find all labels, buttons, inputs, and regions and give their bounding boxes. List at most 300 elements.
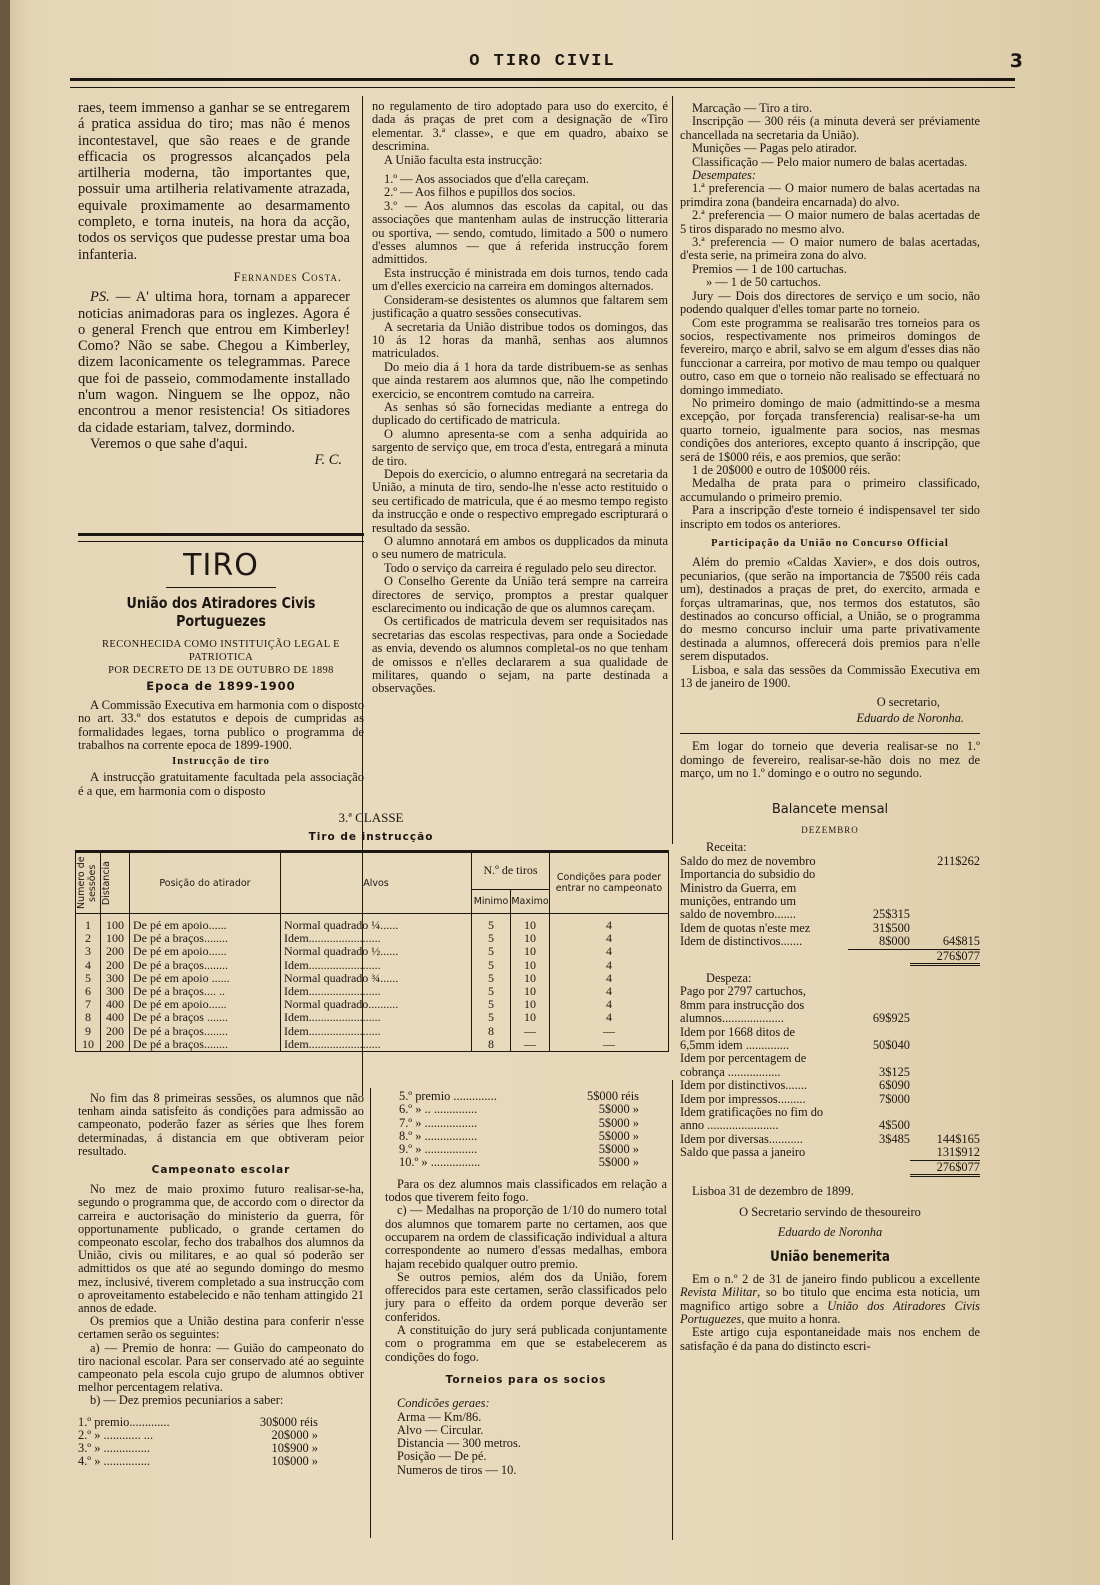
balance-amount: 7$000 [879,1091,910,1106]
balance-amount [848,855,910,868]
table-cell: 10 [511,945,550,958]
col3-pr1: Premios — 1 de 100 cartuchas. [692,261,847,276]
balance-total [910,1052,980,1065]
balance-desc [680,950,848,966]
newspaper-title: O TIRO CIVIL [469,52,616,71]
balance-row [680,1066,980,1079]
col3-d1: 1.ª preferencia — O maior numero de balas acertadas na primdira zona (bandeira encarnada) do alvo. [680,181,980,209]
balance-total [910,882,980,895]
balance-title: Balancete mensal [771,801,889,817]
balance-total [910,1079,980,1092]
balance-total: 276$077 [910,1161,980,1177]
balance-total [910,1066,980,1079]
balance-desc: Saldo que passa a janeiro [680,1145,806,1160]
table-cell: Normal quadrado.......... [281,998,472,1011]
prize-label: 3.º » ............... [78,1441,150,1456]
cond-4: Posição — De pé. [397,1449,487,1464]
table-cell: 10 [511,914,550,933]
balance-amount: 4$500 [879,1118,910,1133]
balance-total [910,1026,980,1039]
table-cell: 4 [606,997,612,1012]
season-label: Epoca de 1899-1900 [146,679,296,693]
article-column-1 [78,100,350,469]
balance-desc: Idem por diversas........... [680,1131,803,1146]
prize-row [399,1090,639,1103]
receita-label: Receita: [706,840,747,855]
balance-amount [848,999,910,1012]
balance-amount [848,985,910,998]
table-cell: 10 [511,959,550,972]
prize-row [399,1130,639,1143]
balance-row [680,1026,980,1039]
tiro-intro: A Commissão Executiva em harmonia com o disposto no art. 33.º dos estatutos e depois de cumpridas as formalidades legaes, torna publico o programma de trabalhos na corrente epoca de 1899-1900. [78,698,364,752]
prize-value: 5$000 » [598,1128,639,1143]
table-cell: De pé em apoio...... [130,998,281,1011]
balance-total [910,1119,980,1132]
recognition-line-1: RECONHECIDA COMO INSTITUIÇÃO LEGAL E PATRIOTICA [102,639,340,663]
cond-2: Alvo — Circular. [397,1422,484,1437]
prize-value: 5$000 » [598,1115,639,1130]
signature-costa: Fernandes Costa. [233,269,342,284]
table-cell: 4 [76,959,101,972]
cond-1: Arma — Km/86. [397,1409,482,1424]
balance-amount [848,950,910,966]
col3-p8: Em logar do torneio que deveria realisar-se no 1.º domingo de fevereiro, realisar-se-hão dois no mez de março, um no 1.º domingo e o outro no segundo. [680,739,980,781]
balance-total: 64$815 [910,935,980,949]
prize-label: 4.º » ............... [78,1454,150,1469]
table-cell: 8 [76,1011,101,1024]
table-cell: 4 [606,931,612,946]
table-cell: 2 [76,932,101,945]
lower-column-1 [78,1092,364,1468]
balance-row [680,1093,980,1106]
balance-desc: anno ....................... [680,1118,779,1133]
title-rule [166,587,276,588]
table-cell: — [603,1036,615,1051]
table-cell: Normal quadrado ¾...... [281,972,472,985]
balance-row [680,1012,980,1025]
table-cell: 5 [472,932,511,945]
balance-total [910,985,980,998]
ub-revista: Revista Militar [680,1285,758,1300]
col3-p2: No primeiro domingo de maio (admittindo-se a mesma excepção, por forçada transferencia) realisar-se-ha um quarto torneio, igualmente para socios, nas mesmas condições dos anteriores, excepto quanto á inscripção, que será de 1$000 réis, e aos premios, que serão: [680,395,980,464]
balance-amount: 6$090 [879,1078,910,1093]
balance-total [910,895,980,908]
col2-l2: 2.º — Aos filhos e pupillos dos socios. [384,185,576,200]
lower1-p5: b) — Dez premios pecuniarios a saber: [90,1393,284,1408]
classe-table-body [76,914,668,1052]
table-cell: 200 [101,945,130,958]
col2-p8: O alumno apresenta-se com a senha adquirida ao sargento de serviço que, em troca d'esta, entregará a minuta de tiro. [372,426,668,468]
balance-total [910,868,980,881]
signature-fc: F. C. [314,452,342,469]
column-divider-2 [672,96,673,844]
col3-pr2: » — 1 de 50 cartuchos. [706,275,821,290]
lower1-p1: No fim das 8 primeiras sessões, os alumnos que não tenham ainda satisfeito ás condições para admissão ao campeonato, poderão fazer as séries que lhes forem determinadas, á distancia em que obtiveram peior resultado. [78,1091,364,1158]
classe-subtitle: Tiro de instrucção [308,831,434,843]
balance-desc: munições, entrando um [680,893,796,908]
balance-desc: saldo de novembro....... [680,907,796,922]
table-cell: Idem........................ [281,1011,472,1024]
table-cell: 200 [101,959,130,972]
table-cell: 5 [472,972,511,985]
secretary-label: O secretario, [876,695,940,710]
prize-value: 5$000 réis [587,1089,639,1103]
table-cell: 6 [76,985,101,998]
table-cell: 100 [101,914,130,933]
table-cell: 4 [606,944,612,959]
balance-row [680,895,980,908]
balance-desc: Saldo do mez de novembro [680,853,816,868]
table-cell: 5 [472,959,511,972]
table-row [76,1011,668,1024]
table-cell: 100 [101,932,130,945]
table-cell: De pé a braços........ [130,1025,281,1038]
table-cell: 8 [472,1038,511,1051]
lower1-p3: Os premios que a União destina para conferir n'esse certamen serão os seguintes: [78,1314,364,1342]
balance-total [910,1012,980,1025]
table-cell: 10 [511,932,550,945]
treasurer-label: O Secretario servindo de thesoureiro [739,1205,921,1220]
table-cell: De pé a braços........ [130,932,281,945]
balance-amount [848,1026,910,1039]
article-column-2 [372,100,668,696]
section-rule [78,533,364,542]
table-row [76,914,668,933]
desempates-label: Desempates: [692,168,756,183]
table-cell: — [511,1038,550,1051]
column-divider-3 [370,1088,371,1538]
prize-value: 10$900 » [271,1441,318,1456]
prize-label: 9.º » ................. [399,1142,478,1157]
table-cell: 5 [472,985,511,998]
prize-row [399,1103,639,1116]
th-dist: Distancia [101,860,112,906]
balance-row [680,1079,980,1092]
balance-amount: 69$925 [872,1011,910,1026]
prize-label: 5.º premio .............. [399,1089,497,1103]
lower2-p3: Se outros pemios, além dos da União, forem offerecidos para este certamen, serão classificados pelo jury para o effeito da ordem porque deverão ser conferidos. [385,1269,667,1324]
col3-d2: 2.ª preferencia — O maior numero de balas acertadas de 5 tiros disparado no mesmo alvo. [680,208,980,236]
balance-desc: 6,5mm idem .............. [680,1038,790,1052]
page-number: 3 [1009,50,1023,72]
table-cell: 300 [101,972,130,985]
table-cell: Idem........................ [281,959,472,972]
ps-label: PS. [90,289,110,306]
table-cell: De pé a braços.... .. [130,985,281,998]
balance-row [680,1052,980,1065]
table-cell: 8 [472,1025,511,1038]
col3-a2: Inscripção — 300 réis (a minuta deverá ser préviamente chancellada na secretaria da União). [680,114,980,142]
section-title: TIRO [183,548,259,583]
prize-row [78,1455,318,1468]
balance-row [680,908,980,921]
treasurer-name: Eduardo de Noronha [777,1224,883,1239]
balance-amount [848,1161,910,1177]
table-cell: De pé em apoio...... [130,945,281,958]
balance-amount [848,1146,910,1160]
tiro-section [78,533,364,798]
table-cell: 10 [511,1011,550,1024]
col3-a4: Classificação — Pelo maior numero de balas acertadas. [692,154,968,169]
balance-row [680,1106,980,1119]
ub-text-c: , que muito a honra. [741,1311,841,1326]
table-cell: 10 [511,985,550,998]
col2-p2: A União faculta esta instrucção: [384,152,543,167]
col3-p6: Além do premio «Caldas Xavier», e dos dois outros, pecuniarios, (que serão na importancia de 7$500 réis cada um), destinados a praças de pret, do exercito, armada e forças ultramarinas, que, nos termos dos estatutos, são destinados ao concurso official, a União, se o programma do mesmo concurso incluir uma parte privativamente destinada a alumnos, offerecerá dois premios para n'elle serem disputados. [680,555,980,664]
col3-d3: 3.ª preferencia — O maior numero de balas acertadas, d'esta serie, na primeira zona do alvo. [680,235,980,263]
col2-p10: O alumno annotará em ambos os dupplicados da minuta o seu numero de matricula. [372,534,668,562]
balance-total: 144$165 [936,1131,980,1146]
col2-p4: Consideram-se desistentes os alumnos que faltarem sem justificação a quatro sessões consecutivas. [372,292,668,321]
article-lead: raes, teem immenso a ganhar se se entregarem á pratica assidua do tiro; mas não é menos incontestavel, que são reaes e de grande efficacia os progressos alcançados pela artilheria moderna, tão importantes que, possuir uma artilheria relativamente atrazada, equivale proximamente ao desarmamento completo, e torna inuteis, na hora da acção, todos os serviços que pudesse prestar uma boa infanteria. [78,100,350,263]
table-row [76,1038,668,1051]
balance-total [910,1106,980,1119]
balance-desc: cobrança ................. [680,1064,781,1079]
prize-row [78,1416,318,1429]
table-cell: 4 [606,918,612,932]
balance-row [680,935,980,949]
th-alvos: Alvos [281,853,472,914]
cond-3: Distancia — 300 metros. [397,1436,521,1451]
table-cell: De pé a braços........ [130,959,281,972]
col2-p11: Todo o serviço da carreira é regulado pelo seu director. [384,560,657,575]
balance-month: DEZEMBRO [801,824,859,835]
table-cell: 300 [101,985,130,998]
table-cell: 10 [511,998,550,1011]
table-row [76,959,668,972]
lower-column-2 [385,1090,667,1477]
classe-title: 3.ª CLASSE [338,810,404,825]
table-cell: Idem........................ [281,985,472,998]
balance-desc: Idem por 1668 ditos de [680,1024,795,1039]
table-cell: 5 [76,972,101,985]
prize-list-1 [78,1416,364,1469]
balance-row [680,1039,980,1052]
ub-p2: Este artigo cuja espontaneidade mais nos enchem de satisfação é da pana do distincto escri- [680,1325,980,1353]
balance-total [910,1039,980,1052]
balance-amount [848,868,910,881]
ub-uniao: União dos Atiradores Civis Portuguezes [680,1298,980,1326]
balance-row [680,882,980,895]
th-ntiros: N.º de tiros [472,853,550,889]
cond-geraes: Condicões geraes: [397,1396,490,1411]
table-cell: — [511,1025,550,1038]
balance-desc: Pago por 2797 cartuchos, [680,984,806,999]
th-num: Numero de sessões [76,856,98,910]
prize-label: 7.º » ................. [399,1115,478,1130]
col2-l1: 1.º — Aos associados que d'ella careçam. [384,172,589,187]
table-cell: Normal quadrado ½...... [281,945,472,958]
balance-total: 211$262 [937,853,980,868]
table-cell: 10 [76,1038,101,1051]
prize-row [399,1117,639,1130]
tiro-body [78,699,364,798]
page-binding-edge [0,0,10,1585]
prize-value: 5$000 » [598,1155,639,1170]
col3-jury: Jury — Dois dos directores de serviço e um socio, não podendo qualquer d'elles tomar parte no torneio. [680,288,980,317]
table-cell: 3 [76,945,101,958]
balance-total [910,908,980,921]
table-cell: 10 [511,972,550,985]
table-cell: Idem........................ [281,1038,472,1051]
table-cell: De pé a braços........ [130,1038,281,1051]
prize-label: 2.º » ............ ... [78,1427,154,1442]
balance-desc: alumnos.................... [680,1011,784,1026]
tiro-instrucao: A instrucção gratuitamente facultada pela associação é a que, em harmonia com o disposto [78,770,364,798]
lower2-p1: Para os dez alumnos mais classificados em relação a todos que tiverem feito fogo. [385,1176,667,1205]
col3-p1: Com este programma se realisarão tres torneios para os socios, respectivamente nos primeiros domingos de fevereiro, março e abril, salvo se em algum d'esses dias não funccionar a carreira, por motivo de mau tempo ou qualquer outro, caso em que o torneio não realisado se effectuará no domingo immediato. [680,315,980,397]
balance-desc: Idem de quotas n'este mez [680,920,811,935]
table-cell: 4 [606,984,612,999]
prize-label: 8.º » ................. [399,1128,478,1143]
lower2-p2: c) — Medalhas na proporção de 1/10 do numero total dos alumnos que tomarem parte no certamen, aos que occuparem na ordem de classificação individual a altura correspondente ao numero d'essas medalhas, embora hajam recebido qualquer outro premio. [385,1203,667,1271]
table-cell: 7 [76,998,101,1011]
balance-row [680,855,980,868]
despeza-label: Despeza: [706,970,752,985]
table-cell: 200 [101,1038,130,1051]
col3-a1: Marcação — Tiro a tiro. [692,101,813,115]
col2-p3: Esta instrucção é ministrada em dois turnos, tendo cada um d'elles exercicio na carreira em domingos alternados. [372,265,668,294]
col2-p12: O Conselho Gerente da União terá sempre na carreira directores de serviço, promptos a prestar qualquer esclarecimento ou indicação de que os alumnos careçam. [372,574,668,616]
balance-row [680,1133,980,1146]
ps-closing: Veremos o que sahe d'aqui. [90,435,248,452]
balance-desc: 8mm para instrucção dos [680,997,805,1012]
recognition-line-2: POR DECRETO DE 13 DE OUTUBRO DE 1898 [108,665,334,676]
th-cond: Condições para poder entrar no campeonato [550,853,669,914]
table-cell: Idem........................ [281,1025,472,1038]
table-cell: 200 [101,1025,130,1038]
prize-row [399,1143,639,1156]
prize-value: 20$000 » [271,1427,318,1442]
balance-amount [848,895,910,908]
table-cell: De pé a braços ....... [130,1011,281,1024]
table-cell: 9 [76,1025,101,1038]
balance-total [910,1093,980,1106]
lower1-p2: No mez de maio proximo futuro realisar-se-ha, segundo o programma que, de accordo com o director da carreira e auctorisação do ministerio da guerra, fôr opportunamente publicado, o grande certamen do compeonato escolar, fecho dos trabalhos dos alumnos da União, civis ou militares, e ao qual só poderão ser admittidos os que até ao segundo domingo do mesmo mez, inclusivé, tiverem completado a sua instrucção com o aproveitamento estabelecido e não tenham attingido 21 annos de edade. [78,1182,364,1316]
col2-p1: no regulamento de tiro adoptado para uso do exercito, é dada ás praças de pret com a designação de «Tiro elementar. 3.ª classe», e que em quadro, abaixo se descrimina. [372,99,668,154]
balance-desc: Idem de distinctivos....... [680,934,803,949]
col2-p7: As senhas só são fornecidas mediante a entrega do duplicado do certificado de matricula. [372,399,668,428]
balance-desc: Idem por distinctivos....... [680,1078,807,1093]
subheading-instrucao: Instrucção de tiro [172,756,270,768]
prize-value: 5$000 » [598,1142,639,1157]
subheading-campeonato: Campeonato escolar [151,1164,291,1177]
balance-row [680,1146,980,1160]
table-cell: 400 [101,1011,130,1024]
table-cell: 1 [76,914,101,933]
balance-despeza [680,985,980,1177]
balance-total: 276$077 [910,950,980,966]
balance-amount: 3$485 [879,1131,910,1146]
balance-desc: Idem por impressos......... [680,1091,806,1106]
table-cell: 4 [606,1010,612,1025]
col3-p7: Lisboa, e sala das sessões da Commissão Executiva em 13 de janeiro de 1900. [680,662,980,691]
prize-value: 30$000 réis [259,1414,318,1429]
col3-p5: Para a inscripção d'este torneio é indispensavel ter sido inscripto em todos os anteriores. [680,503,980,531]
balance-desc [680,1161,848,1177]
prize-value: 5$000 » [598,1102,639,1117]
ub-title: União benemerita [770,1249,890,1266]
org-name: União dos Atiradores Civis Portuguezes [126,594,316,630]
header-rule [70,78,1015,88]
balance-desc: Importancia do subsidio do [680,867,816,882]
table-row [76,1025,668,1038]
prize-label: 10.º » ................ [399,1155,481,1170]
balance-amount [848,1052,910,1065]
lower1-p4: a) — Premio de honra: — Guião do campeonato do tiro nacional escolar. Para ser conservado até ao seguinte campeonato pela escola cujo grupo de alumnos obtiver melhor percentagem relativa. [78,1340,364,1395]
balance-amount [848,1106,910,1119]
ps-paragraph [78,289,350,436]
balance-row [680,868,980,881]
ub-p1 [680,1273,980,1327]
balance-desc: Idem gratificações no fim do [680,1105,824,1120]
ub-text-b: , so bo titulo que encima esta noticia, um magnifico artigo sobre a [680,1285,980,1313]
ps-text: — A' ultima hora, tornam a apparecer noticias animadoras para os inglezes. Agora é o general French que entrou em Kimberley! Como? Não se sabe. Chegou a Kimberley, dizem laconicamente os telegrammas. Parece que foi de passeio, commodamente installado n'um wagon. Ninguem se lhe oppoz, não encontrou a menor resistencia! Os sitiadores da cidade estariam, talvez, dormindo. [78,289,350,436]
col2-l3: 3.º — Aos alumnos das escolas da capital, ou das associações que mantenham aulas de instrucção litteraria ou sportiva, — sendo, comtudo, limitado a 500 o numero d'esses alumnos — que á referida instrucção forem admittidos. [372,198,668,267]
prize-row [399,1156,639,1169]
prize-list-2 [385,1090,667,1170]
balance-desc: Ministro da Guerra, em [680,880,797,895]
balance-total [910,922,980,935]
prize-label: 1.º premio............. [78,1414,170,1429]
subheading-torneios: Torneios para os socios [445,1373,607,1386]
subheading-participacao: Participação da União no Concurso Official [711,538,949,549]
table-cell: De pé em apoio ...... [130,972,281,985]
table-cell: 5 [472,998,511,1011]
prize-value: 10$000 » [271,1454,318,1469]
secretary-name: Eduardo de Noronha. [856,710,964,725]
col2-p13: Os certificados de matricula devem ser requisitados nas secretarias das escolas respectivas, para onde a Sociedade as envia, devendo os alumnos completal-os no que tenham de omissos e n'elles declararem a sua qualidade de militares, quando o sejam, na parte destinada a observações. [372,614,668,696]
balance-amount [848,882,910,895]
col2-p6: Do meio dia á 1 hora da tarde distribuem-se as senhas que ainda restarem aos alumnos que, não lhe competindo exercicio, se encontrem comtudo na carreira. [372,359,668,401]
balance-date: Lisboa 31 de dezembro de 1899. [692,1184,854,1199]
table-cell: 400 [101,998,130,1011]
table-cell: De pé em apoio...... [130,914,281,933]
balance-desc: Idem por percentagem de [680,1051,807,1066]
balance-total: 131$912 [910,1146,980,1160]
balance-amount: 31$500 [872,920,910,935]
table-cell: — [603,1023,615,1038]
ub-text-a: Em o n.º 2 de 31 de janeiro findo publicou a excellente [692,1271,980,1286]
balance-receita [680,855,980,966]
th-max: Maximo [511,889,550,913]
th-min: Minimo [472,889,511,913]
balance-row [680,1161,980,1177]
col3-p3: 1 de 20$000 e outro de 10$000 réis. [692,462,871,477]
cond-5: Numeros de tiros — 10. [397,1462,517,1477]
balance-amount: 3$125 [879,1064,910,1079]
balance-row [680,950,980,966]
table-cell: 4 [606,957,612,972]
prize-label: 6.º » .. .............. [399,1102,478,1117]
col2-p9: Depois do exercicio, o alumno entregará na secretaria da União, a minuta de tiro, sendo-lhe n'esse acto restituido o seu certificado de matricula, que é ao mesmo tempo registo da instrucção e onde o respectivo empregado escripturará o resultado da sessão. [372,466,668,535]
balance-amount: 50$040 [872,1038,910,1052]
table-cell: 5 [472,914,511,933]
col2-p5: A secretaria da União distribue todos os domingos, das 10 ás 12 horas da manhã, senhas aos alumnos matriculados. [372,319,668,361]
balance-amount: 8$000 [848,935,910,949]
balance-row [680,1119,980,1132]
table-cell: 5 [472,1011,511,1024]
balance-amount: 25$315 [872,907,910,922]
col3-a3: Munições — Pagas pelo atirador. [692,141,857,156]
table-row [76,945,668,958]
classe-table [75,850,669,1052]
balance-row [680,985,980,998]
balance-row [680,999,980,1012]
table-cell: 5 [472,945,511,958]
article-column-3 [680,102,980,1353]
